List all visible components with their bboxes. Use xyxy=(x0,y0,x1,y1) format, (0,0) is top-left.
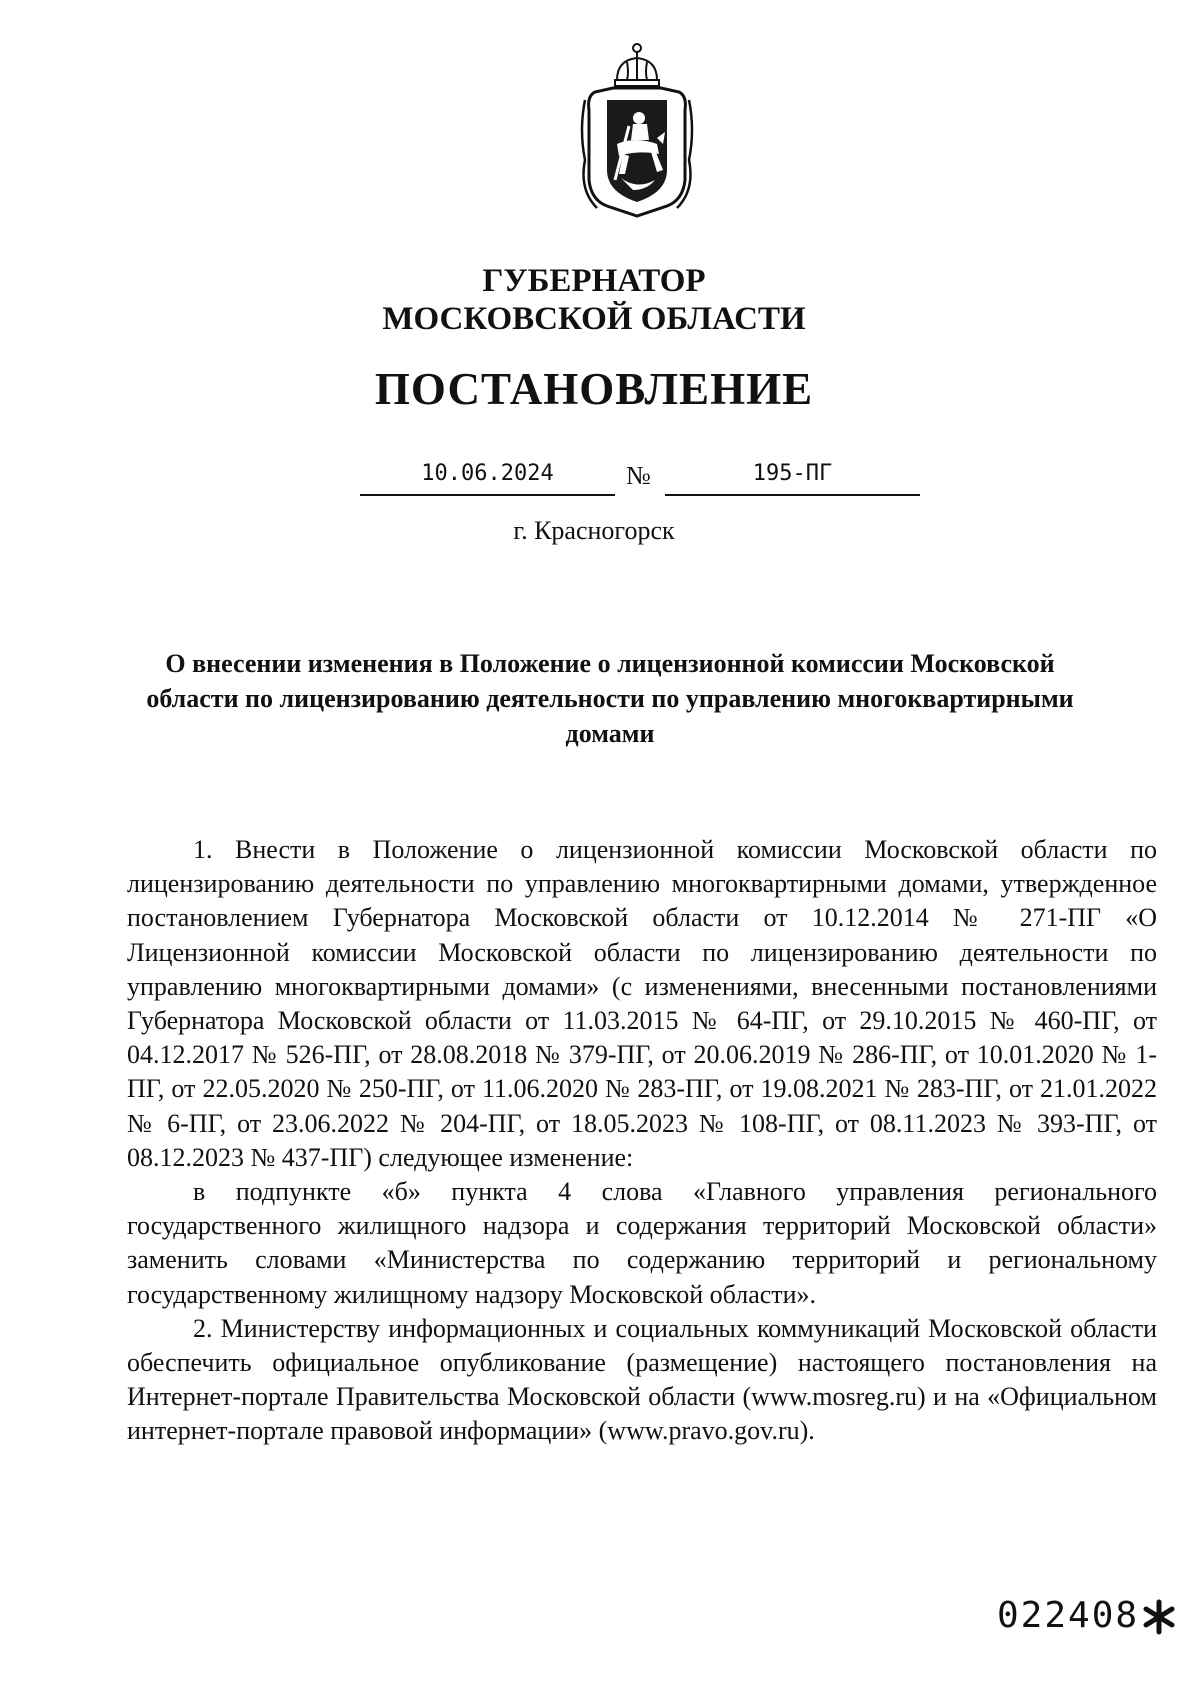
document-date: 10.06.2024 xyxy=(360,454,615,496)
authority-line-2: МОСКОВСКОЙ ОБЛАСТИ xyxy=(382,301,806,337)
paragraph-1: 1. Внести в Положение о лицензионной комиссии Московской области по лицензированию деятельности по управлению многоквартирными домами, утвержденное постановлением Губернатора Московской области от 10.12.2014 № 271-ПГ «О Лицензионной комиссии Московской области по лицензированию деятельности по управлению многоквартирными домами» (с изменениями, внесенными постановлениями Губернатора Московской области от 11.03.2015 № 64-ПГ, от 29.10.2015 № 460-ПГ, от 04.12.2017 № 526-ПГ, от 28.08.2018 № 379-ПГ, от 20.06.2019 № 286-ПГ, от 10.01.2020 № 1-ПГ, от 22.05.2020 № 250-ПГ, от 11.06.2020 № 283-ПГ, от 19.08.2021 № 283-ПГ, от 21.01.2022 № 6-ПГ, от 23.06.2022 № 204-ПГ, от 18.05.2023 № 108-ПГ, от 08.11.2023 № 393-ПГ, от 08.12.2023 № 437-ПГ) следующее изменение: xyxy=(127,835,1157,1172)
document-number: 195-ПГ xyxy=(665,454,920,496)
asterisk-icon xyxy=(1140,1598,1178,1636)
issuing-authority xyxy=(0,262,1188,338)
serial-number: 022408 xyxy=(997,1595,1140,1636)
coat-of-arms-icon xyxy=(577,40,697,218)
number-sign: № xyxy=(626,461,651,490)
issue-city: г. Красногорск xyxy=(513,516,675,545)
authority-line-1: ГУБЕРНАТОР xyxy=(482,263,706,299)
document-body xyxy=(127,833,1157,1449)
registration-line xyxy=(360,454,920,500)
document-title: О внесении изменения в Положение о лицензионной комиссии Московской области по лицензированию деятельности по управлению многоквартирными домами xyxy=(146,649,1074,748)
document-type: ПОСТАНОВЛЕНИЕ xyxy=(374,364,814,414)
paragraph-1-amendment: в подпункте «б» пункта 4 слова «Главного управления регионального государственного жилищного надзора и содержания территорий Московской области» заменить словами «Министерства по содержанию территорий и региональному государственному жилищному надзору Московской области». xyxy=(127,1177,1157,1309)
paragraph-2: 2. Министерству информационных и социальных коммуникаций Московской области обеспечить официальное опубликование (размещение) настоящего постановления на Интернет-портале Правительства Московской области (www.mosreg.ru) и на «Официальном интернет-портале правовой информации» (www.pravo.gov.ru). xyxy=(127,1313,1157,1446)
